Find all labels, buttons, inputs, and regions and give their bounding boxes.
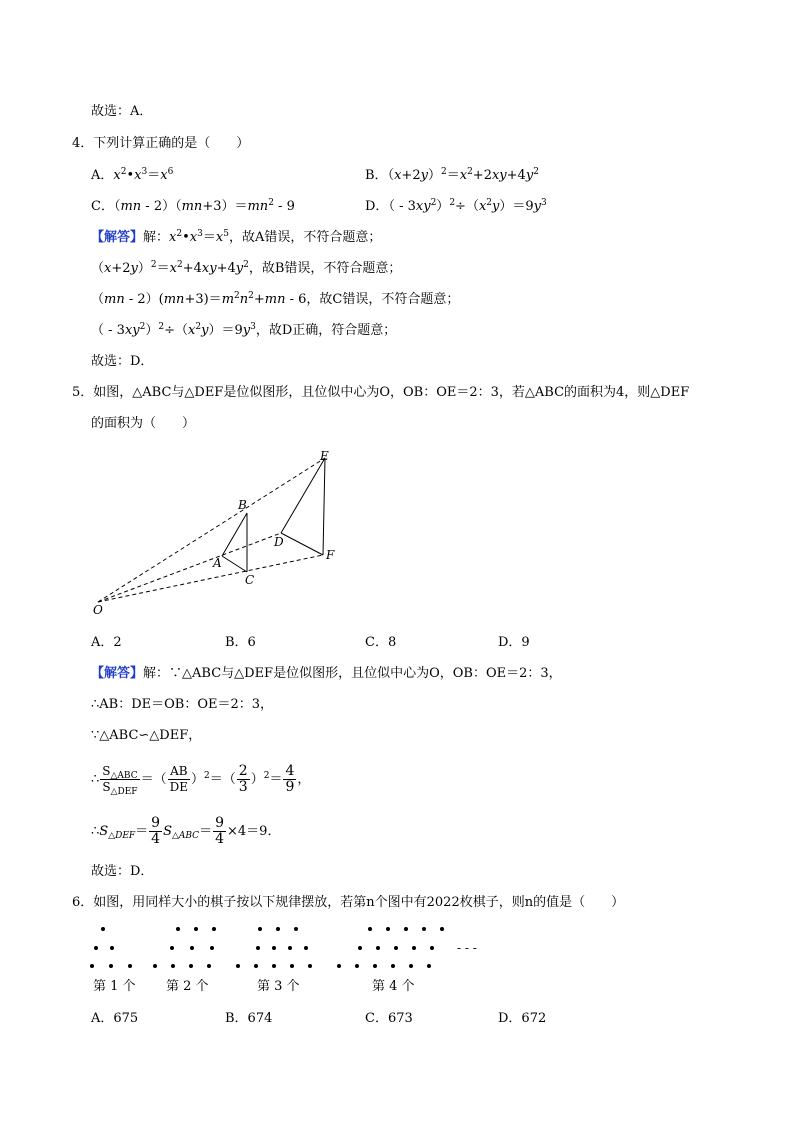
q6-caption-3: 第 3 个 [257, 979, 300, 994]
q6-stem: 6．如图，用同样大小的棋子按以下规律摆放，若第n个图中有2022枚棋子，则n的值是（ ） [72, 895, 625, 910]
q6-caption-2: 第 2 个 [166, 979, 209, 994]
q4-stem: 4．下列计算正确的是（ ） [72, 136, 250, 151]
chess-pattern-figure [85, 922, 505, 974]
q6-option-d: D．672 [498, 1011, 547, 1026]
line-tail: ，故D正确，符合题意； [255, 323, 397, 338]
label-d: D [274, 535, 284, 549]
q4-option-d: D．（ - $3xy^2)^2\div(x^2y)=9y^3$ [365, 198, 547, 214]
option-label: D． [365, 199, 389, 214]
q6-caption-1: 第 1 个 [93, 979, 136, 994]
jieda-tag: 【解答】 [91, 230, 144, 245]
ray-o-f [98, 555, 323, 602]
q6-option-b: B．674 [225, 1011, 273, 1026]
ray-o-d [98, 533, 281, 602]
q4-solution-line4: （ - $3xy^2)^2\div(x^2y)=9y^3$，故D正确，符合题意； [91, 322, 397, 338]
option-label: A． [91, 168, 114, 183]
q5-option-c: C．8 [365, 635, 397, 650]
label-a: A [213, 556, 222, 570]
q4-answer: 故选：D． [91, 354, 154, 369]
q4-option-b: B．$(x+2y)^2=x^2+2xy+4y^2$ [365, 167, 539, 183]
label-b: B [238, 498, 247, 512]
side-ca [222, 556, 247, 572]
line-tail: ，故C错误，不符合题意； [306, 292, 460, 307]
side-ab [222, 513, 247, 556]
q4-option-c: C．$(mn - 2)(mn+3)=mn^2 - 9$ [91, 198, 295, 214]
side-fd [281, 533, 323, 555]
q5-option-d: D．9 [498, 635, 530, 650]
q5-area-result: $\therefore S_{\triangle DEF}=$ $\frac{9}{4}$ $S_{\triangle ABC}=$ $\frac{9}{4}$ ×4＝9． [91, 815, 281, 847]
q4-option-a: A．$x^2•x^3=x^6$ [91, 167, 174, 183]
q5-stem-line2: 的面积为（ ） [91, 416, 196, 431]
label-f: F [326, 548, 335, 562]
q6-option-a: A．675 [91, 1011, 139, 1026]
solution-text: 解：∵△ABC与△DEF是位似图形，且位似中心为O，OB：OE＝2：3， [143, 666, 562, 681]
ray-o-e [98, 458, 325, 602]
q5-option-b: B．6 [225, 635, 256, 650]
label-o: O [93, 603, 103, 617]
q5-solution-line2: ∴AB：DE＝OB：OE＝2：3， [91, 697, 274, 712]
q3-answer: 故选：A． [91, 104, 153, 119]
side-ef [323, 458, 325, 555]
line-tail: ，故B错误，不符合题意； [248, 261, 402, 276]
q6-option-c: C．673 [365, 1011, 413, 1026]
q4-solution-line1: 【解答】解：$x^2•x^3=x^5$，故A错误，不符合题意； [91, 229, 382, 245]
label-c: C [245, 573, 255, 587]
dots-ellipsis: - - - [457, 941, 477, 955]
label-e: E [320, 449, 329, 463]
homothety-figure [85, 448, 355, 618]
q5-solution-line3: ∵△ABC∽△DEF， [91, 728, 202, 743]
q4-solution-line2: $(x+2y)^2=x^2+4xy+4y^2$，故B错误，不符合题意； [91, 260, 402, 276]
q5-solution-line1 [91, 666, 562, 682]
q6-caption-4: 第 4 个 [372, 979, 415, 994]
jieda-tag: 【解答】 [91, 666, 144, 681]
line-tail: ，故A错误，不符合题意； [228, 230, 382, 245]
option-label: C． [91, 199, 114, 214]
q5-option-a: A．2 [91, 635, 122, 650]
q5-answer: 故选：D． [91, 864, 154, 879]
side-de [281, 458, 325, 533]
q4-solution-line3: $(mn - 2)(mn+3)=m^2n^2+mn - 6$，故C错误，不符合题意； [91, 291, 460, 307]
option-label: B． [365, 168, 388, 183]
q5-area-ratio: ∴ $\frac{S_{\triangle ABC}}{S_{\triangle DEF}}$ ＝（ $\frac{AB}{DE}$ ）$^2$＝（ $\frac{2}{3}$ ）$^2$＝ $\frac{4}{9}$ ， [91, 763, 311, 797]
q5-stem-line1: 5．如图，△ABC与△DEF是位似图形，且位似中心为O，OB：OE＝2：3，若△ABC的面积为4，则△DEF [72, 385, 690, 400]
jie: 解： [143, 230, 170, 245]
